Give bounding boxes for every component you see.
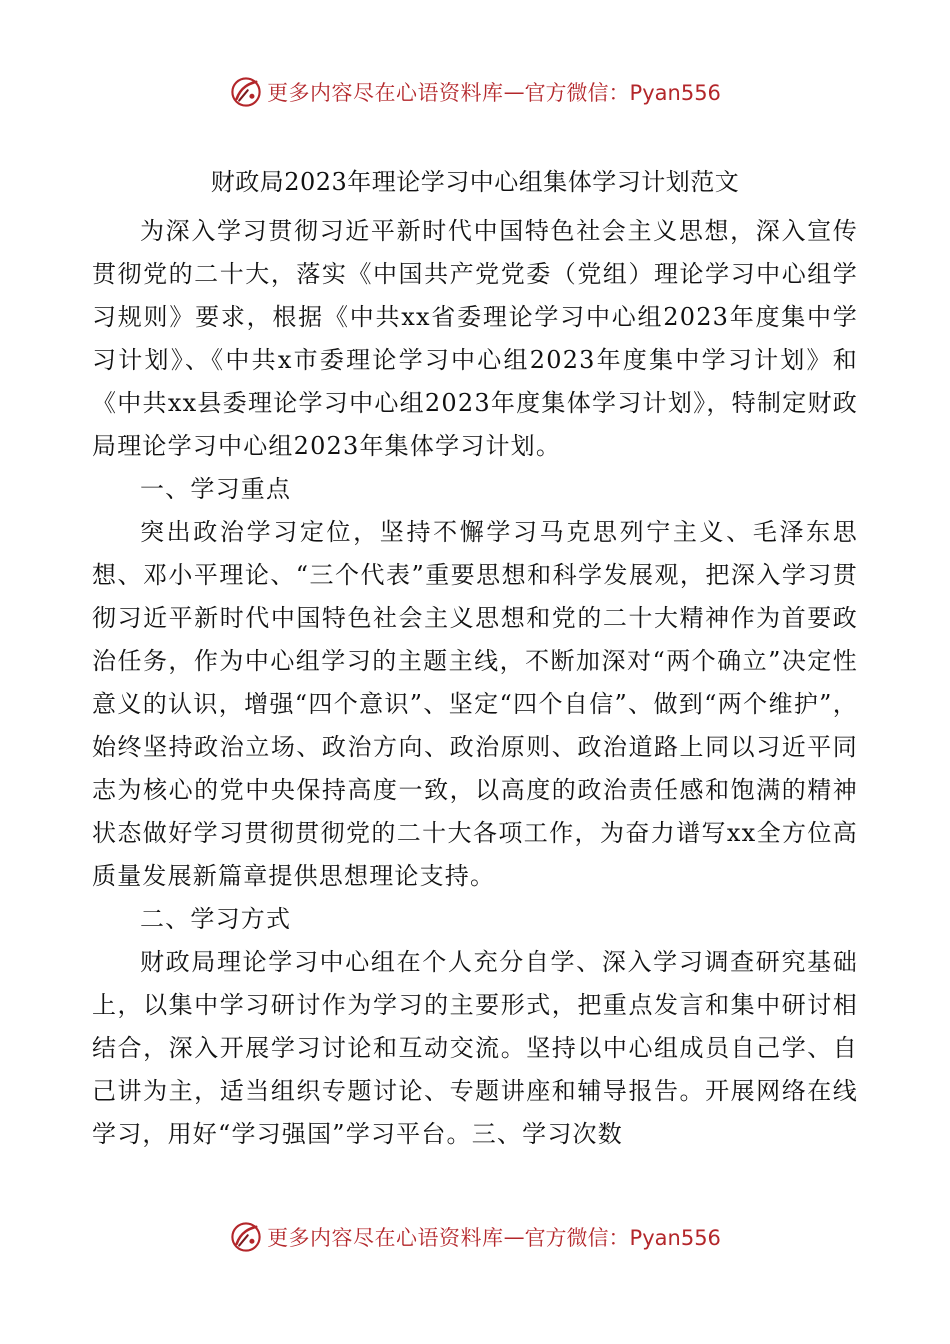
banner-wechat: 官方微信：Pyan556 <box>524 81 721 105</box>
banner-wechat: 官方微信：Pyan556 <box>524 1226 721 1250</box>
document-title: 财政局2023年理论学习中心组集体学习计划范文 <box>210 168 740 196</box>
header-banner <box>0 72 950 112</box>
paragraph-intro: 为深入学习贯彻习近平新时代中国特色社会主义思想，深入宣传贯彻党的二十大，落实《中国共产党党委（党组）理论学习中心组学习规则》要求，根据《中共xx省委理论学习中心组2023年度集中学习计划》、《中共x市委理论学习中心组2023年度集中学习计划》和《中共xx县委理论学习中心组2023年度集体学习计划》，特制定财政局理论学习中心组2023年集体学习计划。 <box>92 217 858 460</box>
section-heading-2: 二、学习方式 <box>140 905 292 933</box>
brand-logo-icon <box>229 1220 263 1254</box>
banner-slogan: 更多内容尽在心语资料库 <box>267 1226 504 1250</box>
document-body <box>92 210 858 1156</box>
banner-dash: — <box>503 80 525 104</box>
paragraph-method: 财政局理论学习中心组在个人充分自学、深入学习调查研究基础上，以集中学习研讨作为学习的主要形式，把重点发言和集中研讨相结合，深入开展学习讨论和互动交流。坚持以中心组成员自己学、自己讲为主，适当组织专题讨论、专题讲座和辅导报告。开展网络在线学习，用好“学习强国”学习平台。三、学习次数 <box>92 948 858 1148</box>
brand-logo-icon <box>229 75 263 109</box>
footer-banner <box>0 1217 950 1257</box>
paragraph-focus: 突出政治学习定位，坚持不懈学习马克思列宁主义、毛泽东思想、邓小平理论、“三个代表”重要思想和科学发展观，把深入学习贯彻习近平新时代中国特色社会主义思想和党的二十大精神作为首要政治任务，作为中心组学习的主题主线，不断加深对“两个确立”决定性意义的认识，增强“四个意识”、坚定“四个自信”、做到“两个维护”，始终坚持政治立场、政治方向、政治原则、政治道路上同以习近平同志为核心的党中央保持高度一致，以高度的政治责任感和饱满的精神状态做好学习贯彻贯彻党的二十大各项工作，为奋力谱写xx全方位高质量发展新篇章提供思想理论支持。 <box>92 518 858 890</box>
banner-dash: — <box>503 1225 525 1249</box>
banner-slogan: 更多内容尽在心语资料库 <box>267 81 504 105</box>
section-heading-1: 一、学习重点 <box>140 475 292 503</box>
